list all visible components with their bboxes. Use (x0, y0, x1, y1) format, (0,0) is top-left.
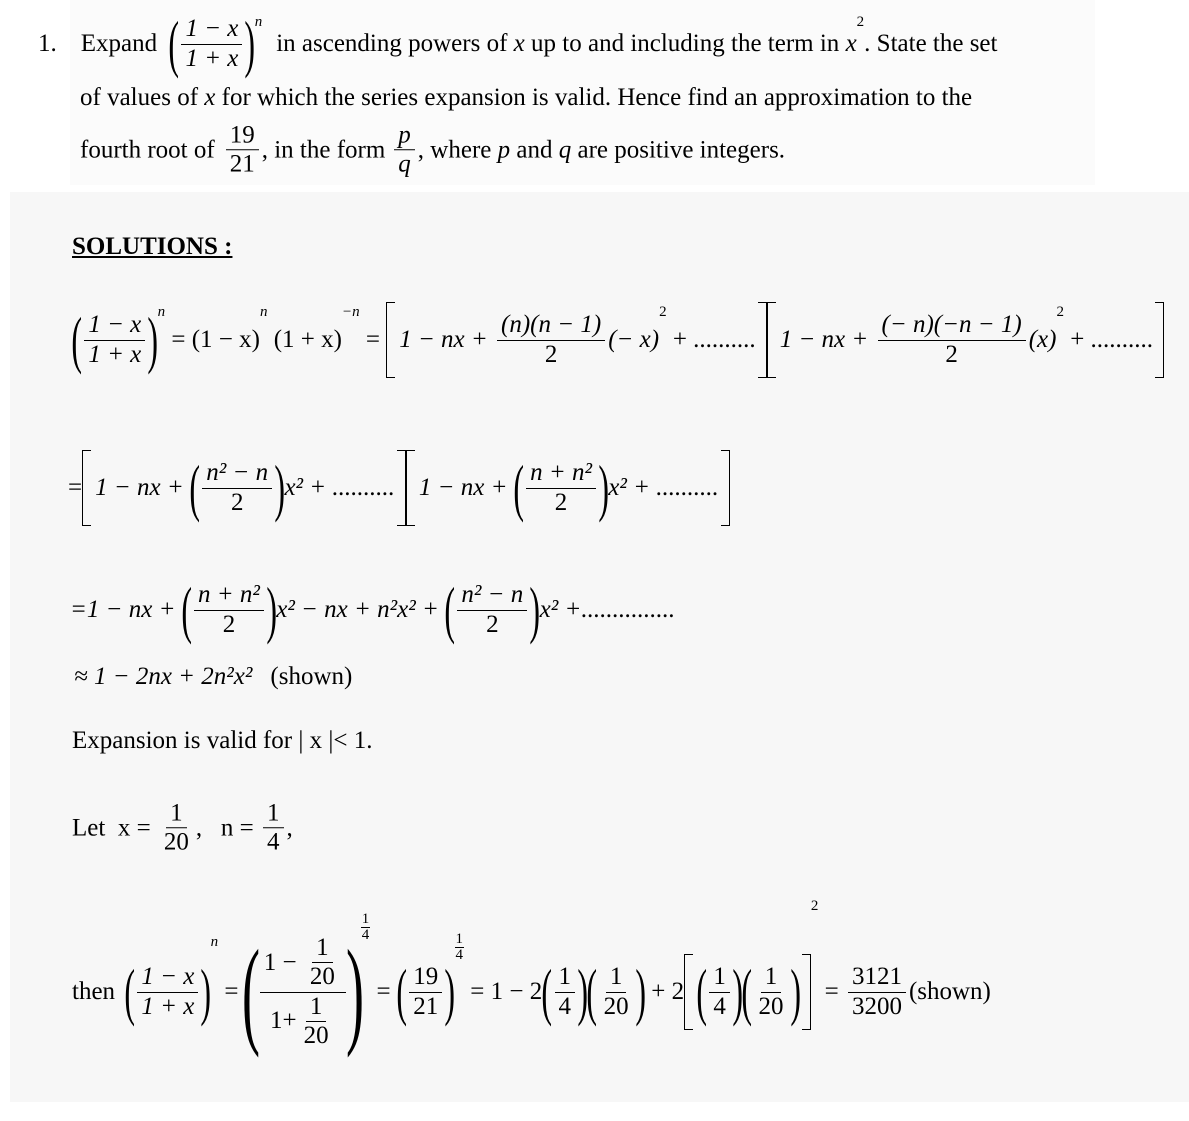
text: + .......... (666, 326, 756, 353)
numerator: 1 (263, 800, 284, 828)
fraction (181, 16, 242, 72)
let-line (72, 800, 293, 856)
text: = 1 − 2 (464, 978, 543, 1005)
text: 1 − nx + (95, 474, 190, 501)
denominator: 2 (554, 488, 568, 516)
text: x² + .......... (608, 474, 719, 501)
fraction (497, 312, 605, 368)
numerator: n² − n (202, 460, 272, 488)
question-line-1 (38, 8, 998, 79)
left-bracket (684, 954, 693, 1030)
text: fourth root of (80, 136, 215, 163)
text: of values of (80, 84, 205, 111)
fraction (260, 935, 346, 1049)
exponent: n (210, 934, 219, 950)
denominator: 2 (230, 488, 244, 516)
var: x (845, 30, 857, 57)
numerator: 1 (455, 931, 464, 947)
text: 1 − nx + (399, 326, 495, 353)
text: (x) (1028, 326, 1057, 353)
fraction (202, 460, 272, 516)
right-bracket (758, 302, 767, 378)
equation-1: ( $\frac{1 - x}{1 + x}$ ) n = (1 − x) n (1 + x) −n = 1 − nx + $\frac{(n)(n - 1)}{2}$ (− x) 2 + .......... 1 − nx + $\frac{(- n)(-n - 1)}{2}$ (x) 2 + .......... (72, 302, 1164, 378)
numerator: n + n² (194, 582, 264, 610)
text: ≈ 1 − 2nx + 2n²x² (74, 663, 253, 690)
text: + 2 (644, 978, 685, 1005)
question-line-3 (80, 122, 785, 178)
text: 1 − nx + (779, 326, 875, 353)
text: then (72, 978, 116, 1005)
fraction (600, 964, 633, 1020)
text: 1 − (263, 948, 303, 976)
exponent: n (254, 14, 263, 30)
exponent: 2 (856, 14, 865, 30)
fraction (194, 582, 264, 638)
fraction (755, 964, 788, 1020)
denominator: 21 (229, 150, 255, 178)
text: x² +............... (539, 596, 676, 623)
denominator: 20 (758, 992, 784, 1020)
numerator: 1 (555, 964, 576, 992)
exponent: −n (341, 304, 360, 320)
text: and (510, 136, 559, 163)
denominator: 21 (413, 992, 439, 1020)
left-bracket (386, 302, 395, 378)
denominator: 4 (558, 992, 572, 1020)
numerator: n² − n (457, 582, 527, 610)
numerator: 1 (312, 935, 333, 963)
exponent: 2 (1056, 304, 1064, 320)
fraction (137, 964, 198, 1020)
right-bracket (1155, 302, 1164, 378)
fraction (160, 800, 193, 856)
text: in ascending powers of (276, 30, 514, 57)
equation-2: = 1 − nx + ( $\frac{\text{n² − n}}{2}$ ) x² + .......... 1 − nx + ( $\frac{\text{n + n²}}{2}$ ) x² + .......... (68, 450, 730, 526)
denominator: 2 (486, 610, 499, 638)
numerator: 1 (306, 994, 327, 1022)
text: = (359, 326, 387, 353)
right-bracket (397, 450, 406, 526)
validity-statement: Expansion is valid for | x |< 1. (72, 727, 373, 754)
fraction (226, 122, 259, 178)
equation-4 (74, 663, 352, 691)
text: up to and including the term in (524, 30, 846, 57)
numerator: 1 − x (84, 312, 145, 340)
solutions-heading: SOLUTIONS : (72, 233, 233, 260)
numerator: 1 (361, 911, 370, 927)
text: 1+ (269, 1007, 297, 1035)
exponent: 2 (659, 304, 667, 320)
fraction (526, 460, 596, 516)
text: x² − nx + n²x² + (276, 596, 446, 623)
equation-3: =1 − nx + ( $\frac{\text{n + n²}}{2}$ ) x² − nx + n²x² + ( $\frac{\text{n² − n}}{2}$ ) x² +............... (70, 574, 676, 645)
numerator: 3121 (848, 964, 906, 992)
denominator: 1 + x (185, 44, 239, 72)
denominator: 1 + x (141, 992, 195, 1020)
denominator: 20 (163, 828, 189, 856)
denominator: 1 + x (88, 340, 142, 368)
text: , (286, 814, 293, 841)
text: , n = (195, 814, 261, 841)
text: (− x) (608, 326, 660, 353)
denominator: q (398, 150, 411, 178)
text: , where (417, 136, 498, 163)
numerator: p (394, 122, 415, 150)
text: , in the form (261, 136, 386, 163)
numerator: 19 (409, 964, 442, 992)
fraction (84, 312, 145, 368)
exponent-fraction (455, 932, 465, 963)
text: (1 + x) (267, 326, 342, 353)
denominator: 20 (309, 963, 335, 991)
denominator: 4 (455, 947, 464, 963)
text: x² + .......... (284, 474, 395, 501)
denominator: 2 (544, 340, 558, 368)
left-bracket (767, 302, 776, 378)
denominator: 3200 (851, 992, 902, 1020)
fraction (555, 964, 576, 1020)
text: = (1 − x) (165, 326, 260, 353)
text: Let x = (72, 814, 157, 841)
var: x (513, 30, 525, 57)
text: = (370, 978, 397, 1005)
fraction (394, 122, 415, 178)
fraction (878, 312, 1026, 368)
text: = (68, 474, 83, 501)
denominator: 20 (303, 1021, 329, 1049)
text: . State the set (864, 30, 998, 57)
right-bracket (721, 450, 730, 526)
var: x (204, 84, 216, 111)
fraction (409, 964, 442, 1020)
shown-label: (shown) (270, 663, 353, 690)
left-bracket (406, 450, 415, 526)
fraction (457, 582, 527, 638)
numerator: 1 (606, 964, 627, 992)
exponent: n (259, 304, 268, 320)
numerator: 1 − x (181, 16, 242, 44)
numerator: n + n² (526, 460, 596, 488)
numerator: 1 (709, 964, 730, 992)
text: = (218, 978, 245, 1005)
paren: ) (244, 8, 256, 79)
text: + .......... (1063, 326, 1154, 353)
shown-label: (shown) (908, 978, 991, 1005)
text: =1 − nx + (70, 596, 182, 623)
question-number: 1. (38, 30, 57, 57)
denominator: 4 (713, 992, 726, 1020)
final-equation: then ( $\frac{1 - x}{1 + x}$ ) n = ( 1 − $\frac{1}{20}$ 1+ $\frac{1}{20}$ ) $\frac{1}{4}$ = ( $\frac{19}{21}$ ) $\frac{1}{4}$ = 1 − 2 ( $\frac{1}{4}$ ) ( $\frac{1}{20}$ ) + 2 ( $\frac{1}{4}$ ) ( $\frac{1}{20}$ ) 2 = $\frac{3121}{3200}$ (shown) (72, 898, 991, 1058)
fraction (709, 964, 730, 1020)
question-line-2 (80, 84, 972, 112)
text: 1 − nx + (418, 474, 514, 501)
numerator: 19 (226, 122, 259, 150)
text: = (818, 978, 845, 1005)
paren: ( (168, 8, 180, 79)
numerator: (n)(n − 1) (497, 312, 605, 340)
denominator: 2 (222, 610, 236, 638)
denominator: 2 (945, 340, 958, 368)
denominator: 4 (361, 927, 370, 943)
var: p (497, 136, 511, 163)
left-bracket (82, 450, 91, 526)
text: for which the series expansion is valid. Hence find an approximation to the (215, 84, 973, 111)
fraction (263, 800, 284, 856)
text: are positive integers. (571, 136, 786, 163)
var: q (558, 136, 572, 163)
numerator: 1 (166, 800, 187, 828)
exponent: n (157, 304, 166, 320)
numerator: 1 − x (137, 964, 198, 992)
denominator: 4 (267, 828, 280, 856)
answer-fraction (848, 964, 906, 1020)
numerator: (− n)(−n − 1) (878, 312, 1026, 340)
denominator: 20 (603, 992, 629, 1020)
exponent: 2 (810, 898, 819, 914)
right-bracket (802, 954, 811, 1030)
numerator: 1 (761, 964, 782, 992)
expand-label: Expand (80, 30, 158, 57)
